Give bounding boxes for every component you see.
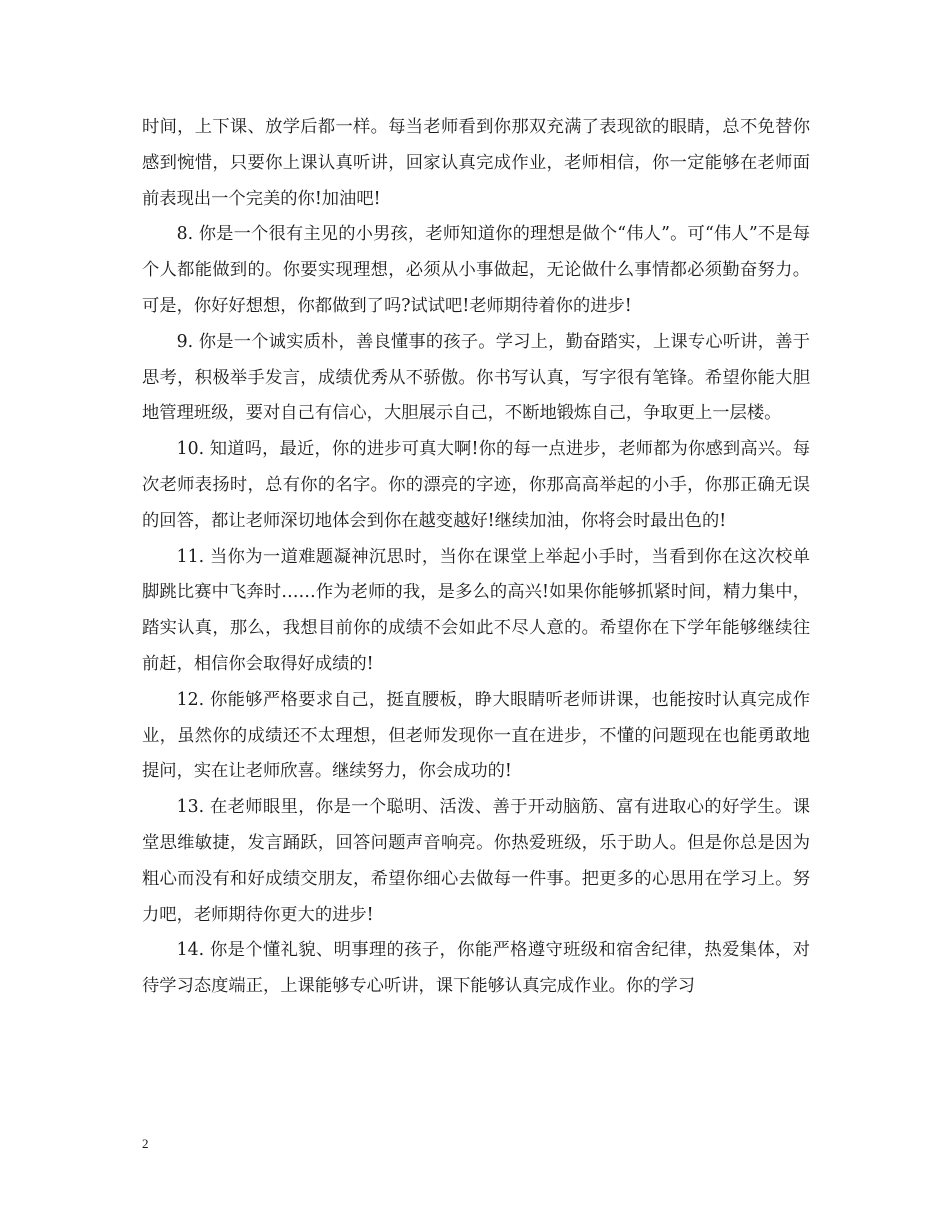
paragraph-item-10: 10. 知道吗，最近，你的进步可真大啊!你的每一点进步，老师都为你感到高兴。每次老师表扬时，总有你的名字。你的漂亮的字迹，你那高高举起的小手，你那正确无误的回答，都让老师深切地体会到你在越变越好!继续加油，你将会时最出色的! xyxy=(142,439,810,531)
document-body xyxy=(142,110,810,1005)
paragraph-item-11: 11. 当你为一道难题凝神沉思时，当你在课堂上举起小手时，当看到你在这次校单脚跳比赛中飞奔时……作为老师的我，是多么的高兴!如果你能够抓紧时间，精力集中，踏实认真，那么，我想目前你的成绩不会如此不尽人意的。希望你在下学年能够继续往前赶，相信你会取得好成绩的! xyxy=(142,546,810,674)
paragraph-item-8: 8. 你是一个很有主见的小男孩，老师知道你的理想是做个“伟人”。可“伟人”不是每个人都能做到的。你要实现理想，必须从小事做起，无论做什么事情都必须勤奋努力。可是，你好好想想，你都做到了吗?试试吧!老师期待着你的进步! xyxy=(142,224,810,316)
paragraph-item-12: 12. 你能够严格要求自己，挺直腰板，睁大眼睛听老师讲课，也能按时认真完成作业，虽然你的成绩还不太理想，但老师发现你一直在进步，不懂的问题现在也能勇敢地提问，实在让老师欣喜。继续努力，你会成功的! xyxy=(142,689,810,782)
paragraph-item-14: 14. 你是个懂礼貌、明事理的孩子，你能严格遵守班级和宿舍纪律，热爱集体，对待学习态度端正，上课能够专心听讲，课下能够认真完成作业。你的学习 xyxy=(142,940,810,997)
paragraph-item-13: 13. 在老师眼里，你是一个聪明、活泼、善于开动脑筋、富有进取心的好学生。课堂思维敏捷，发言踊跃，回答问题声音响亮。你热爱班级，乐于助人。但是你总是因为粗心而没有和好成绩交朋友，希望你细心去做每一件事。把更多的心思用在学习上。努力吧，老师期待你更大的进步! xyxy=(142,797,810,925)
page-number: 2 xyxy=(142,1136,149,1151)
paragraph-item-9: 9. 你是一个诚实质朴，善良懂事的孩子。学习上，勤奋踏实，上课专心听讲，善于思考，积极举手发言，成绩优秀从不骄傲。你书写认真，写字很有笔锋。希望你能大胆地管理班级，要对自己有信心，大胆展示自己，不断地锻炼自己，争取更上一层楼。 xyxy=(142,331,810,424)
paragraph-continuation: 时间，上下课、放学后都一样。每当老师看到你那双充满了表现欲的眼睛，总不免替你感到惋惜，只要你上课认真听讲，回家认真完成作业，老师相信，你一定能够在老师面前表现出一个完美的你!加油吧! xyxy=(142,117,810,209)
